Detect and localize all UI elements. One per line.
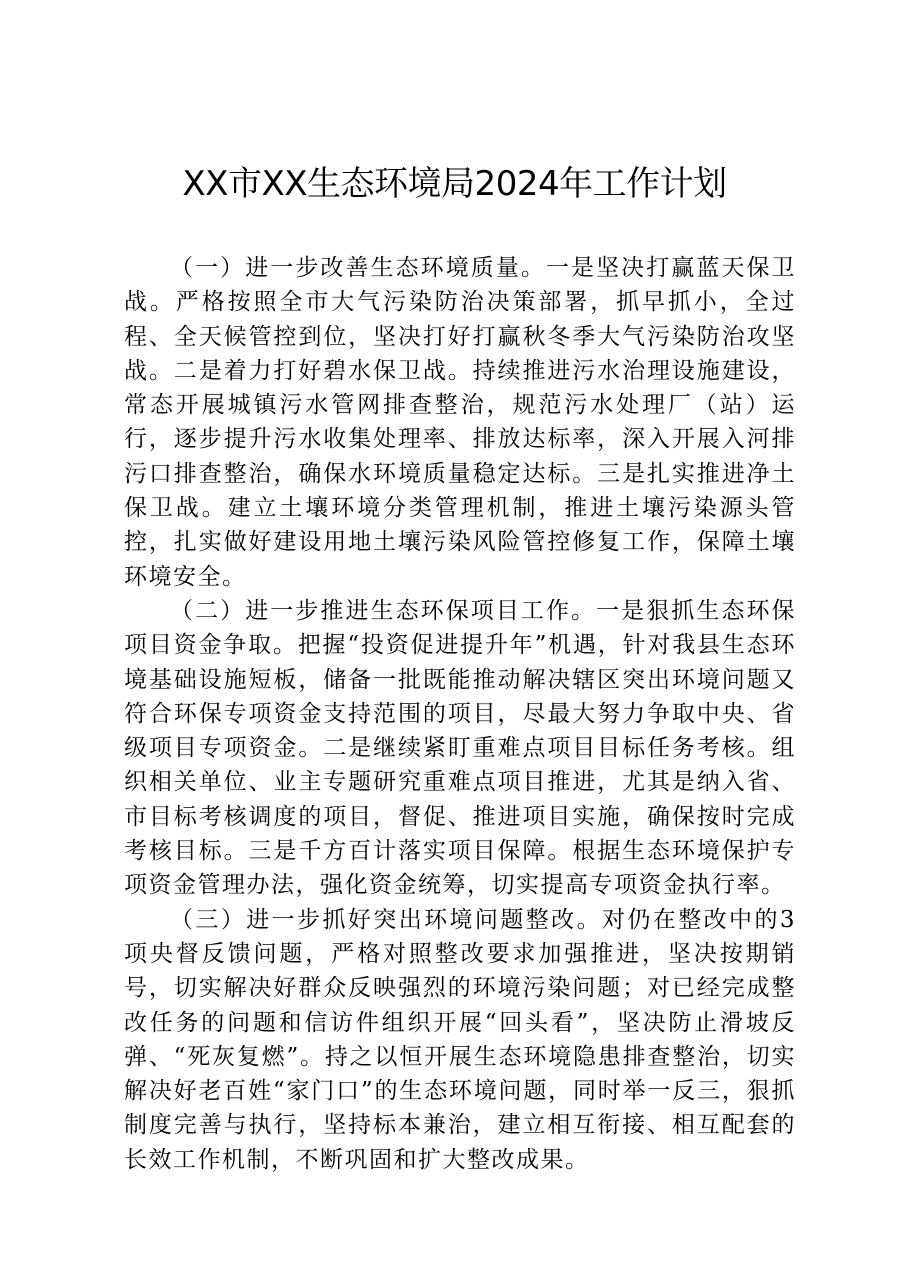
document-body [124, 251, 796, 1177]
paragraph-2-text: 一是狠抓生态环保项目资金争取。把握“投资促进提升年”机遇，针对我县生态环境基础设施短板，储备一批既能推动解决辖区突出环境问题又符合环保专项资金支持范围的项目，尽最大努力争取中央、省级项目专项资金。二是继续紧盯重难点项目目标任务考核。组织相关单位、业主专题研究重难点项目推进，尤其是纳入省、市目标考核调度的项目，督促、推进项目实施，确保按时完成考核目标。三是千方百计落实项目保障。根据生态环境保护专项资金管理办法，强化资金统筹，切实提高专项资金执行率。 [124, 597, 796, 899]
paragraph-3 [124, 903, 796, 1177]
paragraph-3-text: 对仍在整改中的3项央督反馈问题，严格对照整改要求加强推进，坚决按期销号，切实解决好群众反映强烈的环境污染问题；对已经完成整改任务的问题和信访件组织开展“回头看”，坚决防止滑坡反弹、“死灰复燃”。持之以恒开展生态环境隐患排查整治，切实解决好老百姓“家门口”的生态环境问题，同时举一反三，狠抓制度完善与执行，坚持标本兼治，建立相互衔接、相互配套的长效工作机制，不断巩固和扩大整改成果。 [124, 906, 796, 1173]
document-title: XX市XX生态环境局2024年工作计划 [182, 164, 727, 204]
paragraph-1-heading: （一）进一步改善生态环境质量。 [170, 255, 546, 281]
paragraph-1 [124, 251, 796, 594]
paragraph-2-heading: （二）进一步推进生态环保项目工作。 [170, 597, 597, 624]
paragraph-3-heading: （三）进一步抓好突出环境问题整改。 [170, 906, 602, 933]
paragraph-1-text: 一是坚决打赢蓝天保卫战。严格按照全市大气污染防治决策部署，抓早抓小，全过程、全天候管控到位，坚决打好打赢秋冬季大气污染防治攻坚战。二是着力打好碧水保卫战。持续推进污水治理设施建设，常态开展城镇污水管网排查整治，规范污水处理厂（站）运行，逐步提升污水收集处理率、排放达标率，深入开展入河排污口排查整治，确保水环境质量稳定达标。三是扎实推进净土保卫战。建立土壤环境分类管理机制，推进土壤污染源头管控，扎实做好建设用地土壤污染风险管控修复工作，保障土壤环境安全。 [124, 255, 796, 590]
paragraph-2 [124, 594, 796, 903]
